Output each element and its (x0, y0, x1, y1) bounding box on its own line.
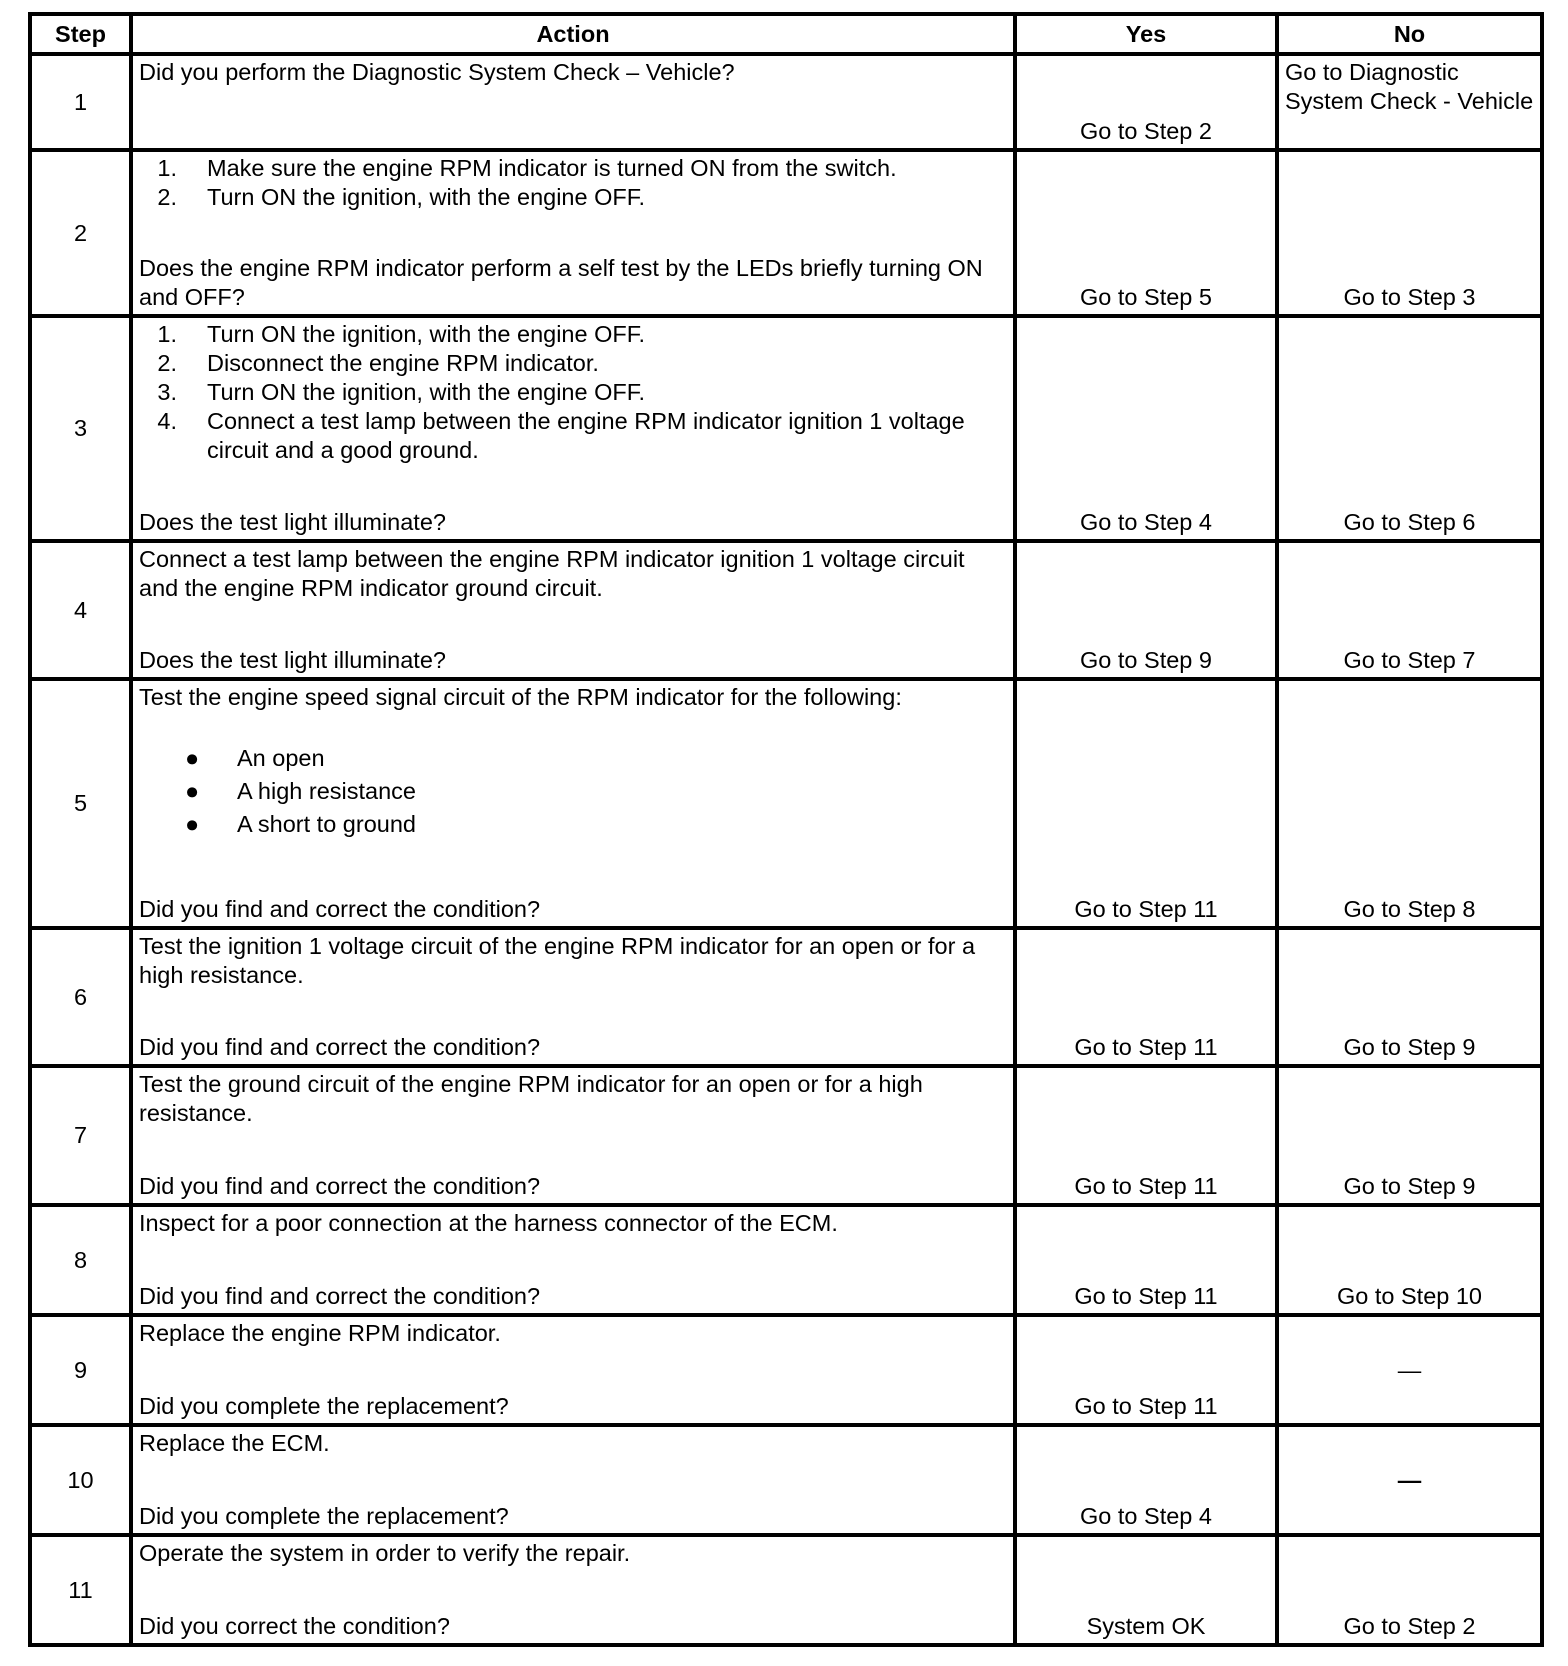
action-text: Test the ground circuit of the engine RPM indicator for an open or for a high resistance. (139, 1071, 923, 1126)
list-item: 1. Make sure the engine RPM indicator is turned ON from the switch. (157, 155, 897, 181)
step-number: 3 (30, 316, 131, 541)
yes-cell: System OK (1015, 1535, 1277, 1645)
yes-cell: Go to Step 11 (1015, 679, 1277, 928)
yes-cell: Go to Step 4 (1015, 316, 1277, 541)
step-number: 10 (30, 1425, 131, 1535)
step-number: 9 (30, 1315, 131, 1425)
table-row (30, 1315, 1542, 1425)
step-number: 4 (30, 541, 131, 679)
yes-cell: Go to Step 11 (1015, 928, 1277, 1066)
step-number: 8 (30, 1205, 131, 1315)
action-question: Did you complete the replacement? (139, 1393, 509, 1419)
bullet-icon: ● (185, 778, 200, 804)
no-cell: Go to Step 3 (1277, 150, 1542, 316)
table-row (30, 54, 1542, 150)
numbered-list (139, 154, 1007, 212)
action-text: Operate the system in order to verify the repair. (139, 1540, 631, 1566)
table-row (30, 541, 1542, 679)
no-cell: Go to Step 6 (1277, 316, 1542, 541)
no-cell: Go to Step 10 (1277, 1205, 1542, 1315)
yes-cell: Go to Step 11 (1015, 1066, 1277, 1205)
yes-cell: Go to Step 11 (1015, 1315, 1277, 1425)
list-item: 1. Turn ON the ignition, with the engine OFF. (157, 321, 646, 347)
bullet-icon: ● (185, 811, 200, 837)
step-number: 5 (30, 679, 131, 928)
action-cell (131, 1535, 1015, 1645)
step-number: 11 (30, 1535, 131, 1645)
no-cell: Go to Step 9 (1277, 928, 1542, 1066)
yes-cell: Go to Step 11 (1015, 1205, 1277, 1315)
table-row (30, 150, 1542, 316)
action-question: Does the engine RPM indicator perform a self test by the LEDs briefly turning ON and OFF? (139, 255, 983, 310)
diagnostic-table (28, 12, 1544, 1647)
header-no: No (1277, 14, 1542, 54)
action-question: Did you correct the condition? (139, 1613, 450, 1639)
action-cell (131, 316, 1015, 541)
header-step: Step (30, 14, 131, 54)
no-cell: Go to Diagnostic System Check - Vehicle (1277, 54, 1542, 150)
numbered-list (139, 320, 1007, 465)
action-cell (131, 1066, 1015, 1205)
table-row (30, 316, 1542, 541)
no-cell: — (1277, 1315, 1542, 1425)
list-item: ● An open (139, 742, 1007, 775)
table-row (30, 1066, 1542, 1205)
header-action: Action (131, 14, 1015, 54)
action-cell (131, 928, 1015, 1066)
table-row (30, 1425, 1542, 1535)
bullet-list (139, 742, 1007, 841)
action-text: Did you perform the Diagnostic System Check – Vehicle? (139, 59, 735, 85)
no-cell: — (1277, 1425, 1542, 1535)
list-item: 3. Turn ON the ignition, with the engine OFF. (157, 379, 646, 405)
list-item: 2. Turn ON the ignition, with the engine OFF. (157, 184, 646, 210)
no-cell: Go to Step 9 (1277, 1066, 1542, 1205)
no-cell: Go to Step 8 (1277, 679, 1542, 928)
action-text: Replace the ECM. (139, 1430, 330, 1456)
action-text: Connect a test lamp between the engine RPM indicator ignition 1 voltage circuit and the engine RPM indicator ground circuit. (139, 546, 965, 601)
action-question: Did you find and correct the condition? (139, 1173, 541, 1199)
yes-cell: Go to Step 2 (1015, 54, 1277, 150)
action-question: Did you find and correct the condition? (139, 896, 541, 922)
header-yes: Yes (1015, 14, 1277, 54)
action-cell (131, 541, 1015, 679)
action-text: Replace the engine RPM indicator. (139, 1320, 501, 1346)
table-row (30, 1535, 1542, 1645)
yes-cell: Go to Step 5 (1015, 150, 1277, 316)
step-number: 7 (30, 1066, 131, 1205)
table-row (30, 1205, 1542, 1315)
action-question: Did you find and correct the condition? (139, 1283, 541, 1309)
no-cell: Go to Step 7 (1277, 541, 1542, 679)
list-item: ● A short to ground (139, 808, 1007, 841)
bullet-icon: ● (185, 745, 200, 771)
diagnostic-table-container (28, 12, 1544, 1647)
action-cell (131, 54, 1015, 150)
yes-cell: Go to Step 9 (1015, 541, 1277, 679)
action-text: Test the ignition 1 voltage circuit of the engine RPM indicator for an open or for a high resistance. (139, 933, 976, 988)
step-number: 2 (30, 150, 131, 316)
no-cell: Go to Step 2 (1277, 1535, 1542, 1645)
action-cell (131, 1205, 1015, 1315)
header-row (30, 14, 1542, 54)
action-text: Test the engine speed signal circuit of the RPM indicator for the following: (139, 684, 902, 710)
action-question: Does the test light illuminate? (139, 647, 446, 673)
list-item: ● A high resistance (139, 775, 1007, 808)
action-cell (131, 1425, 1015, 1535)
action-cell (131, 150, 1015, 316)
step-number: 1 (30, 54, 131, 150)
list-item: 2. Disconnect the engine RPM indicator. (157, 350, 599, 376)
action-cell (131, 1315, 1015, 1425)
action-question: Does the test light illuminate? (139, 509, 446, 535)
yes-cell: Go to Step 4 (1015, 1425, 1277, 1535)
step-number: 6 (30, 928, 131, 1066)
action-text: Inspect for a poor connection at the harness connector of the ECM. (139, 1210, 838, 1236)
action-question: Did you complete the replacement? (139, 1503, 509, 1529)
list-item: 4. Connect a test lamp between the engine RPM indicator ignition 1 voltage circuit and a good ground. (157, 408, 965, 463)
table-row (30, 928, 1542, 1066)
action-question: Did you find and correct the condition? (139, 1034, 541, 1060)
table-row (30, 679, 1542, 928)
action-cell (131, 679, 1015, 928)
